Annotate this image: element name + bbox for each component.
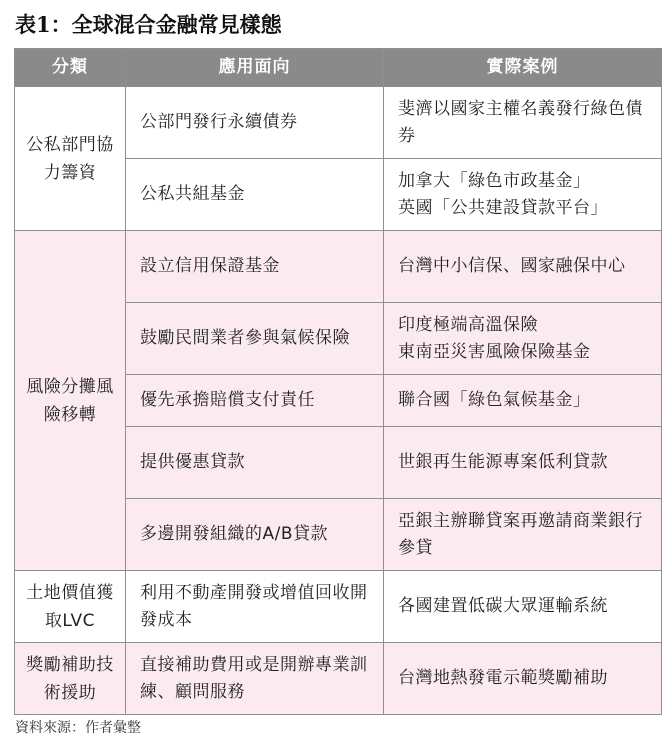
source-footnote: 資料來源：作者彙整 [15, 720, 141, 736]
case-cell: 世銀再生能源專案低利貸款 [384, 427, 662, 499]
application-cell: 優先承擔賠償支付責任 [126, 375, 384, 427]
table-row [15, 643, 662, 715]
table-row [15, 231, 662, 303]
case-cell: 斐濟以國家主權名義發行綠色債券 [384, 87, 662, 159]
case-cell: 台灣地熱發電示範獎勵補助 [384, 643, 662, 715]
table-title: 表1：全球混合金融常見樣態 [15, 12, 282, 37]
application-cell: 設立信用保證基金 [126, 231, 384, 303]
category-cell: 風險分攤風險移轉 [15, 231, 126, 571]
blended-finance-table [14, 48, 662, 715]
application-cell: 多邊開發組織的A/B貸款 [126, 499, 384, 571]
application-cell: 直接補助費用或是開辦專業訓練、顧問服務 [126, 643, 384, 715]
column-header-case: 實際案例 [384, 49, 662, 87]
category-cell: 公私部門協力籌資 [15, 87, 126, 231]
category-cell: 土地價值獲取LVC [15, 571, 126, 643]
column-header-application: 應用面向 [126, 49, 384, 87]
table-row [15, 571, 662, 643]
table-row [15, 87, 662, 159]
header-row [15, 49, 662, 87]
application-cell: 利用不動產開發或增值回收開發成本 [126, 571, 384, 643]
case-cell: 印度極端高溫保險 東南亞災害風險保險基金 [384, 303, 662, 375]
application-cell: 公部門發行永續債券 [126, 87, 384, 159]
case-cell: 聯合國「綠色氣候基金」 [384, 375, 662, 427]
case-cell: 亞銀主辦聯貸案再邀請商業銀行參貸 [384, 499, 662, 571]
application-cell: 提供優惠貸款 [126, 427, 384, 499]
column-header-category: 分類 [15, 49, 126, 87]
case-cell: 加拿大「綠色市政基金」 英國「公共建設貸款平台」 [384, 159, 662, 231]
category-cell: 獎勵補助技術援助 [15, 643, 126, 715]
application-cell: 鼓勵民間業者參與氣候保險 [126, 303, 384, 375]
case-cell: 各國建置低碳大眾運輸系統 [384, 571, 662, 643]
case-cell: 台灣中小信保、國家融保中心 [384, 231, 662, 303]
application-cell: 公私共組基金 [126, 159, 384, 231]
